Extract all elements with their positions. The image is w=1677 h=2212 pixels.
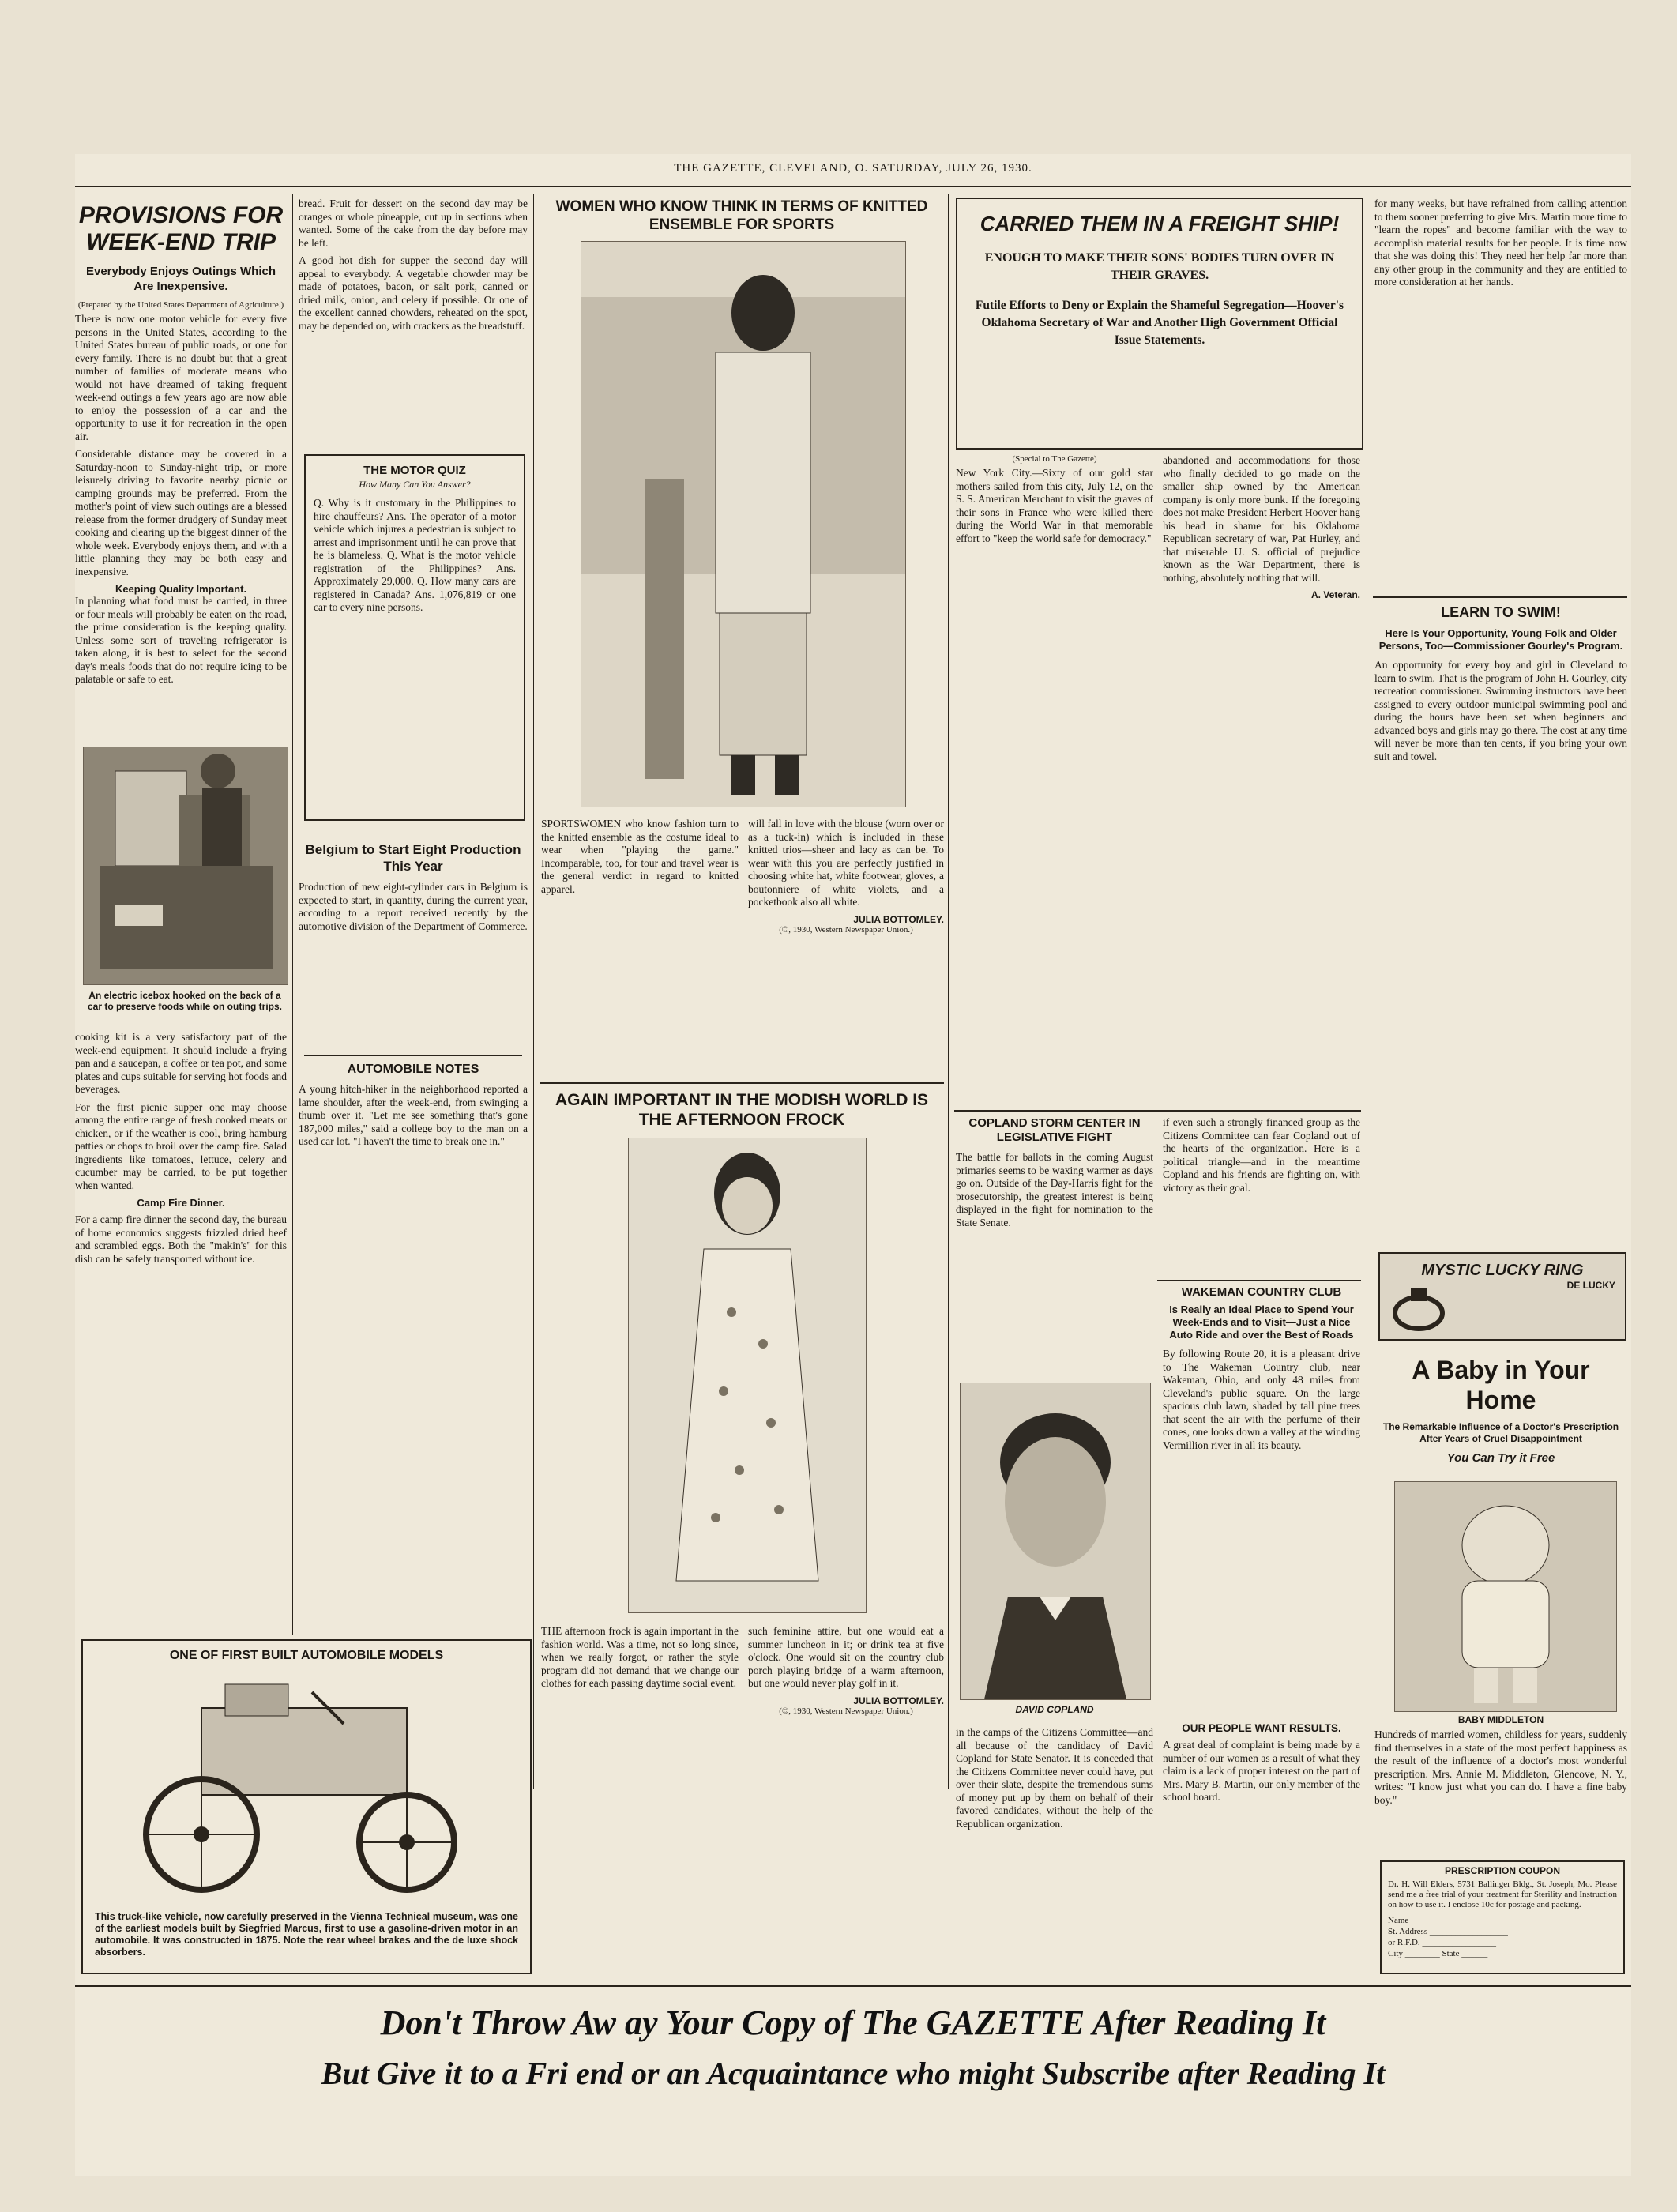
ad-lucky-ring-tag: DE LUCKY: [1566, 1280, 1615, 1291]
coupon-text: Dr. H. Will Elders, 5731 Ballinger Bldg., St. Joseph, Mo. Please send me a free trial of your treatment for Sterility and Instruction on how to use it. I enclose 10c for postage and packing.: [1388, 1879, 1617, 1909]
credit-usda: (Prepared by the United States Department of Agriculture.): [77, 300, 284, 310]
paragraph: There is now one motor vehicle for every five persons in the United States, according to the United States bureau of public roads, or one for every family. There is no doubt but that a great number of families of moderate means who would not have dreamed of taking frequent week-end outings a few years ago are now able to enjoy the possession of a car and the opportunity to use it for recreation in the open air.: [75, 313, 287, 442]
swim-article: [1374, 604, 1627, 768]
column-divider: [948, 194, 949, 1789]
column-divider: [292, 194, 293, 1635]
caption-copland: DAVID COPLAND: [1015, 1704, 1094, 1715]
credit-wnu: (©, 1930, Western Newspaper Union.): [779, 1706, 913, 1716]
column-provisions: [75, 198, 287, 691]
antique-automobile-illustration: [107, 1676, 502, 1898]
subhead-campfire: Camp Fire Dinner.: [137, 1197, 225, 1209]
section-rule: [954, 1110, 1361, 1112]
wakeman-headline: WAKEMAN COUNTRY CLUB: [1181, 1285, 1342, 1299]
byline-veteran: A. Veteran.: [1310, 589, 1360, 600]
footer-line-2: But Give it to a Fri end or an Acquaintance who might Subscribe after Reading It: [321, 2056, 1386, 2091]
paragraph: in the camps of the Citizens Committee—and all because of the candidacy of David Copland for State Senator. It is conceded that the Citizens Committee never could have, put over their slate, despite the tremendous sums of money put up by them on behalf of their favored candidates, without the help of the Republican organization.: [956, 1726, 1153, 1830]
belgium-text: Production of new eight-cylinder cars in Belgium is expected to start, in quantity, during the current year, according to a report received recently by the automotive division of the Department of Commerce.: [299, 881, 528, 932]
photo-knitted-ensemble: [581, 241, 906, 807]
copland-col-c: [956, 1726, 1153, 1835]
freight-ship-deck: ENOUGH TO MAKE THEIR SONS' BODIES TURN OVER IN THEIR GRAVES.: [984, 251, 1335, 282]
freight-ship-headline: CARRIED THEM IN A FREIGHT SHIP!: [980, 212, 1340, 235]
headline-provisions: PROVISIONS FOR WEEK-END TRIP: [78, 202, 284, 255]
photo-david-copland: [960, 1382, 1151, 1700]
paragraph: such feminine attire, but one would eat a summer luncheon in it; or drink tea at five o'clock. One would sit on the country club porch playing bridge of a warm afternoon, but one would never play golf in it.: [748, 1625, 944, 1689]
car-icebox-illustration: [84, 747, 288, 984]
frock-headline: AGAIN IMPORTANT IN THE MODISH WORLD IS THE AFTERNOON FROCK: [555, 1091, 929, 1129]
paragraph: An opportunity for every boy and girl in Cleveland to learn to swim. That is the program of John H. Gourley, city recreation commissioner. Swimming instructors have been assigned to every outdoor municipal swimming pool and during the hours have been set when beginners and advanced boys and girls may go there. The cost at any time will never be more than ten cents, if you bring your own suit and towel.: [1374, 659, 1627, 762]
masthead: THE GAZETTE, CLEVELAND, O. SATURDAY, JULY 26, 1930.: [674, 162, 1032, 175]
ad-baby-body: [1374, 1714, 1627, 1811]
paragraph: Considerable distance may be covered in a Saturday-noon to Sunday-night trip, or more leisurely driving to favorite nearby picnic or camping grounds may be preferred. From the mother's point of view such outings are a blessed release from the former drudgery of Sunday meet cooking and clearing up the biggest dinner of the whole week. Everybody enjoys them, and with a little planning they may be both easy and inexpensive.: [75, 448, 287, 577]
ad-lucky-ring-brand: MYSTIC LUCKY RING: [1421, 1262, 1584, 1279]
subhead-keeping: Keeping Quality Important.: [115, 583, 247, 595]
ring-icon: [1391, 1285, 1446, 1333]
paragraph: cooking kit is a very satisfactory part of the week-end equipment. It should include a frying pan and a saucepan, a coffee or tea pot, and some plates and cups suitable for serving hot foods and beverages.: [75, 1031, 287, 1095]
subhead-provisions: Everybody Enjoys Outings Which Are Inexpensive.: [85, 265, 276, 293]
paragraph: THE afternoon frock is again important in the fashion world. Was a time, not so long since, when we really forgot, or rather the style program did not demand that we change our clothes for each passing daytime social event.: [541, 1625, 739, 1689]
paragraph: For a camp fire dinner the second day, the bureau of home economics suggests frizzled dried beef and scrambled eggs. Both the "makin's" for this dish can be safely transported without ice.: [75, 1213, 287, 1265]
auto-notes-rule: [304, 1055, 522, 1056]
photo-afternoon-frock: [628, 1138, 867, 1613]
our-people-headline: OUR PEOPLE WANT RESULTS.: [1182, 1722, 1341, 1734]
coupon-field-city[interactable]: City ________ State ______: [1388, 1949, 1488, 1958]
ad-baby-kicker: You Can Try it Free: [1446, 1451, 1555, 1465]
swim-headline: LEARN TO SWIM!: [1441, 604, 1561, 620]
coupon-field-rfd[interactable]: or R.F.D. _________________: [1388, 1938, 1496, 1947]
column-divider: [533, 194, 534, 1789]
frock-col-b: [748, 1625, 944, 1716]
ad-lucky-ring: [1378, 1252, 1626, 1341]
footer-line-1: Don't Throw Aw ay Your Copy of The GAZETTE After Reading It: [380, 2003, 1326, 2042]
wakeman-deck: Is Really an Ideal Place to Spend Your Week-Ends and to Visit—Just a Nice Auto Ride and over the Best of Roads: [1169, 1304, 1354, 1341]
paragraph: New York City.—Sixty of our gold star mothers sailed from this city, July 12, on the S. S. American Merchant to visit the graves of their sons in France who were killed there during the World War in that memorable effort to "keep the world safe for democracy.": [956, 467, 1153, 544]
copland-headline: COPLAND STORM CENTER IN LEGISLATIVE FIGHT: [968, 1116, 1141, 1144]
newspaper-page: [75, 154, 1631, 2176]
paragraph: The battle for ballots in the coming August primaries seems to be waxing warmer as days go on. Outside of the Day-Harris fight for the prosecutorship, the greatest interest is being displayed in the fight for nomination to the State Senate.: [956, 1151, 1153, 1228]
ad-baby-headline: A Baby in Your Home: [1412, 1356, 1590, 1414]
belgium-article: [299, 841, 528, 938]
paragraph: if even such a strongly financed group as the Citizens Committee can fear Copland out of the hearts of the organization. Here is a political triangle—and in the meantime Copland and his friends are fighting on, with victory as their goal.: [1163, 1116, 1360, 1194]
paragraph: In planning what food must be carried, in three or four meals will probably be eaten on the road, the prime consideration is the keeping quality. Unless some sort of traveling refrigerator is taken along, it is best to select for the second day's meals foods that do not require icing to be palatable or safe to eat.: [75, 595, 287, 685]
coupon-title: PRESCRIPTION COUPON: [1444, 1865, 1560, 1876]
caption-icebox-wrap: [81, 990, 288, 1012]
freight-col-a: [956, 454, 1153, 550]
our-people-article: [1163, 1722, 1360, 1809]
column-provisions-cont: [75, 1031, 287, 1270]
baby-illustration: [1395, 1482, 1616, 1711]
section-rule: [1157, 1280, 1361, 1281]
automobile-notes-text: A young hitch-hiker in the neighborhood reported a lame shoulder, after the week-end, from swinging a thumb over it. "Let me see something that's gone 187,000 miles," said a college boy to the man on a used car lot. "I haven't the time to break one in.": [299, 1083, 528, 1147]
coupon-field-name[interactable]: Name ______________________: [1388, 1916, 1507, 1925]
knitted-col-b: [748, 818, 944, 935]
paragraph: bread. Fruit for dessert on the second day may be oranges or whole pineapple, cut up in sections when wanted. Some of the cake from the day before may be left.: [299, 198, 528, 249]
knitted-article: [541, 198, 942, 234]
automobile-notes: [299, 1063, 528, 1153]
portrait-illustration: [961, 1383, 1150, 1699]
dateline: (Special to The Gazette): [1012, 454, 1097, 464]
caption-baby: BABY MIDDLETON: [1457, 1714, 1544, 1725]
column-quiz: [299, 198, 528, 337]
sportswoman-illustration: [581, 242, 905, 807]
ad-baby-deck: The Remarkable Influence of a Doctor's Prescription After Years of Cruel Disappointment: [1382, 1421, 1619, 1444]
column-martin: [1374, 198, 1627, 294]
ad-baby: [1374, 1355, 1627, 1465]
frock-article: [541, 1090, 942, 1130]
auto-model-box: [81, 1639, 532, 1974]
paragraph: for many weeks, but have refrained from calling attention to them sooner preferring to give Mrs. Martin more time to "learn the ropes" and become familiar with the way to accomplish material results for her people. It is time now that she was doing this! They need her help far more than any other group in the community and they are entitled to more consideration at her hands.: [1374, 198, 1627, 288]
paragraph: A great deal of complaint is being made by a number of our women as a result of what they claim is a lack of proper interest on the part of Mrs. Mary B. Martin, our only member of the school board.: [1163, 1739, 1360, 1803]
wakeman-article: [1163, 1285, 1360, 1457]
byline-bottomley: JULIA BOTTOMLEY.: [853, 1695, 944, 1706]
footer-rule: [75, 1985, 1631, 1987]
knitted-headline: WOMEN WHO KNOW THINK IN TERMS OF KNITTED ENSEMBLE FOR SPORTS: [555, 198, 928, 233]
byline-bottomley: JULIA BOTTOMLEY.: [853, 913, 944, 925]
masthead-rule: [75, 186, 1631, 187]
frock-col-a: [541, 1625, 739, 1695]
coupon-field-address[interactable]: St. Address __________________: [1388, 1927, 1508, 1936]
caption-icebox: An electric icebox hooked on the back of a car to preserve foods while on outing trips.: [87, 990, 283, 1012]
freight-ship-box: [956, 198, 1363, 450]
auto-model-caption: This truck-like vehicle, now carefully preserved in the Vienna Technical museum, was one of the earliest models built by Siegfried Marcus, first to use a gasoline-driven motor in an automobile. It was constructed in 1875. Note the rear wheel brakes and the de luxe shock absorbers.: [95, 1911, 518, 1958]
paragraph: For the first picnic supper one may choose among the entire range of fresh cooked meats or chicken, or if the weather is cool, bring hamburg patties or chops to broil over the camp fire. Salad ingredients like tomatoes, lettuce, celery and cucumber may be carried, to be put together when wanted.: [75, 1100, 287, 1191]
copland-cont: [1163, 1116, 1360, 1199]
swim-deck: Here Is Your Opportunity, Young Folk and Older Persons, Too—Commissioner Gourley's Program.: [1378, 627, 1623, 652]
coupon-fields: [1382, 1915, 1623, 1959]
section-rule: [540, 1082, 944, 1084]
paragraph: abandoned and accommodations for those who finally decided to go made on the smaller ship owned by the American company is only more bunk. If the foregoing does not make President Herbert Hoover hang his head in shame for his Oklahoma Republican secretary of war, Pat Hurley, and that miserable U. S. official of prejudice known as the War Department, there is nothing, absolutely nothing that will.: [1163, 454, 1360, 584]
photo-baby: [1394, 1481, 1617, 1712]
freight-ship-deck2: Futile Efforts to Deny or Explain the Shameful Segregation—Hoover's Oklahoma Secretary of War and Another High Government Official Issue Statements.: [975, 299, 1344, 347]
knitted-col-a: [541, 818, 739, 901]
automobile-notes-title: AUTOMOBILE NOTES: [347, 1063, 479, 1076]
motor-quiz-box: [304, 454, 525, 821]
belgium-title: Belgium to Start Eight Production This Year: [305, 842, 521, 874]
paragraph: SPORTSWOMEN who know fashion turn to the knitted ensemble as the costume ideal to wear when "playing the game." Incomparable, too, for tour and travel wear is the general verdict in regard to knitted apparel.: [541, 818, 739, 895]
credit-wnu: (©, 1930, Western Newspaper Union.): [779, 924, 913, 935]
afternoon-frock-illustration: [629, 1138, 866, 1612]
paragraph: A good hot dish for supper the second day will appeal to everybody. A vegetable chowder may be made of potatoes, bacon, or salt pork, canned or dried milk, onion, and celery if possible. Or one of the excellent canned chowders, reheated on the spot, may be depended on, with crackers as the breadstuff.: [299, 254, 528, 332]
paragraph: Hundreds of married women, childless for years, suddenly find themselves in a state of the most perfect happiness as the result of the influence of a doctor's most wonderful prescription. Mrs. Annie M. Middleton, Glencove, N. Y., writes: "I know just what you can do. I have a fine baby boy.": [1374, 1729, 1627, 1806]
motor-quiz-title: THE MOTOR QUIZ: [363, 464, 466, 477]
paragraph: will fall in love with the blouse (worn over or as a tuck-in) which is included in these knitted trios—sheer and lacy as can be. To wear with this you are perfectly justified in choosing white hat, white footwear, gloves, a boutonniere of white violets, and a pocketbook also all white.: [748, 818, 944, 908]
freight-col-b: [1163, 454, 1360, 600]
motor-quiz-kicker: How Many Can You Answer?: [359, 479, 471, 490]
photo-icebox: [83, 747, 288, 985]
copland-caption-wrap: [960, 1704, 1149, 1715]
copland-article: [956, 1116, 1153, 1234]
auto-model-title: ONE OF FIRST BUILT AUTOMOBILE MODELS: [169, 1649, 444, 1662]
motor-quiz-text: Q. Why is it customary in the Philippines to hire chauffeurs? Ans. The operator of a motor vehicle which injures a pedestrian is subject to arrest and imprisonment until he can prove that he is blameless. Q. What is the motor vehicle registration of the Philippines? Ans. Approximately 29,000. Q. How many cars are registered in Canada? Ans. 1,076,819 or one car to every nine persons.: [314, 497, 516, 613]
section-rule: [1373, 596, 1627, 598]
paragraph: By following Route 20, it is a pleasant drive to The Wakeman Country club, near Wakeman, Ohio, and only 48 miles from Cleveland's public square. On the large spacious club lawn, shaded by tall pine trees that scent the air with the perfume of their cones, one looks down a valley at the winding Vermillion river in all its beauty.: [1163, 1348, 1360, 1451]
prescription-coupon[interactable]: [1380, 1860, 1625, 1974]
